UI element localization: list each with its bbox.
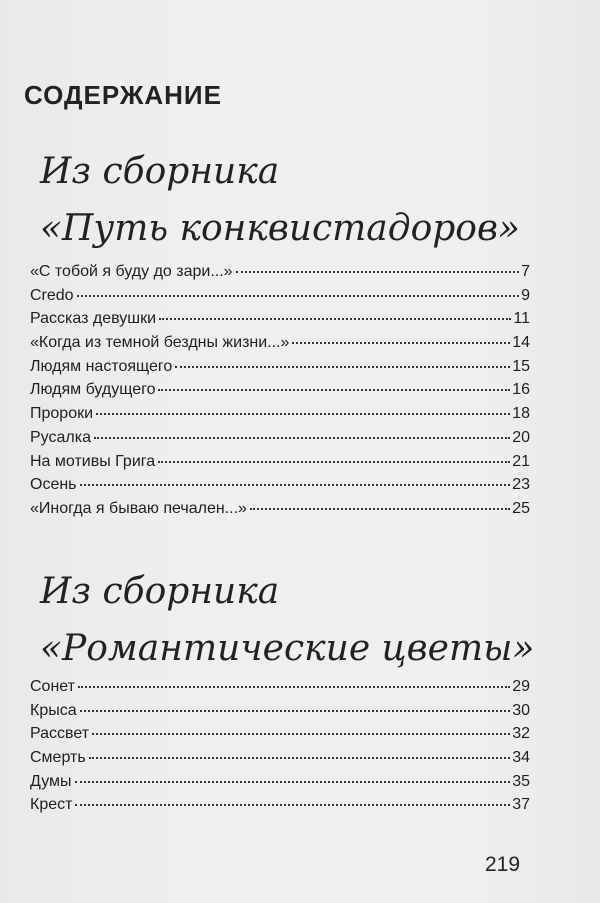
toc-entry-page: 9	[521, 286, 530, 304]
toc-entry	[30, 334, 530, 358]
toc-entry-title: Сонет	[30, 678, 75, 695]
toc-entry	[30, 702, 530, 726]
section-1-title-line2: «Путь конквистадоров»	[40, 208, 520, 249]
toc-dot-leader	[292, 342, 510, 344]
toc-dot-leader	[94, 437, 510, 439]
toc-entry-title: Рассказ девушки	[30, 310, 157, 328]
toc-entry	[30, 749, 530, 773]
toc-entry-page: 20	[512, 428, 530, 446]
toc-entry-page: 37	[512, 796, 530, 814]
toc-dot-leader	[158, 389, 510, 391]
toc-entry-page: 21	[512, 452, 530, 470]
toc-entry	[30, 429, 530, 453]
toc-heading: СОДЕРЖАНИЕ	[24, 80, 222, 110]
toc-entry	[30, 725, 530, 749]
toc-entry-page: 34	[512, 749, 530, 767]
toc-entry-title: На мотивы Грига	[30, 452, 156, 470]
toc-entry	[30, 453, 530, 477]
toc-entry-title: «Когда из темной бездны жизни...»	[30, 334, 290, 352]
toc-dot-leader	[158, 461, 510, 463]
toc-entry	[30, 500, 530, 524]
section-2-title-line2: «Романтические цветы»	[40, 628, 535, 669]
toc-dot-leader	[75, 781, 511, 783]
toc-entry-page: 15	[512, 357, 530, 375]
toc-entry-page: 14	[512, 334, 530, 352]
toc-entry-title: Смерть	[30, 749, 86, 767]
toc-entry	[30, 358, 530, 382]
toc-entry	[30, 310, 530, 334]
toc-entry-page: 23	[512, 476, 530, 494]
toc-dot-leader	[78, 686, 510, 688]
toc-dot-leader	[89, 757, 511, 759]
toc-entry-title: Людям настоящего	[30, 357, 173, 375]
toc-entry-title: Крест	[30, 796, 73, 814]
page-number: 219	[485, 853, 521, 876]
toc-entry	[30, 678, 530, 702]
toc-entry-title: Крыса	[30, 701, 77, 719]
toc-entry-page: 25	[512, 499, 530, 517]
toc-entry	[30, 287, 530, 311]
toc-entry-title: Credo	[30, 286, 74, 304]
toc-dot-leader	[159, 318, 511, 320]
toc-dot-leader	[80, 710, 511, 712]
toc-entry	[30, 405, 530, 429]
toc-dot-leader	[175, 366, 510, 368]
toc-entry-title: Людям будущего	[30, 381, 156, 399]
toc-entry-page: 11	[513, 310, 530, 328]
toc-dot-leader	[92, 733, 510, 735]
toc-entry-page: 16	[512, 381, 530, 399]
section-2-title-line1: Из сборника	[40, 571, 280, 612]
toc-dot-leader	[250, 508, 510, 510]
toc-entry-page: 7	[521, 263, 530, 280]
toc-entry	[30, 476, 530, 500]
toc-entry	[30, 381, 530, 405]
section-1-entries	[30, 263, 530, 524]
toc-entry-title: Думы	[30, 772, 72, 790]
toc-dot-leader	[75, 804, 510, 806]
toc-entry-title: Осень	[30, 476, 77, 494]
toc-entry-title: Русалка	[30, 428, 91, 446]
toc-entry-title: «С тобой я буду до зари...»	[30, 263, 233, 280]
toc-entry-page: 35	[512, 772, 530, 790]
section-1-title-line1: Из сборника	[40, 151, 280, 192]
toc-dot-leader	[80, 484, 511, 486]
toc-dot-leader	[96, 413, 510, 415]
toc-dot-leader	[236, 271, 520, 273]
toc-entry-title: «Иногда я бываю печален...»	[30, 499, 247, 517]
toc-entry-page: 18	[512, 405, 530, 423]
toc-entry	[30, 773, 530, 797]
toc-entry-title: Пророки	[30, 405, 94, 423]
section-2-entries	[30, 678, 530, 820]
toc-entry	[30, 796, 530, 820]
toc-entry-title: Рассвет	[30, 725, 90, 743]
toc-dot-leader	[77, 295, 520, 297]
toc-entry-page: 30	[512, 701, 530, 719]
toc-entry-page: 32	[512, 725, 530, 743]
toc-entry	[30, 263, 530, 287]
toc-entry-page: 29	[512, 678, 530, 695]
